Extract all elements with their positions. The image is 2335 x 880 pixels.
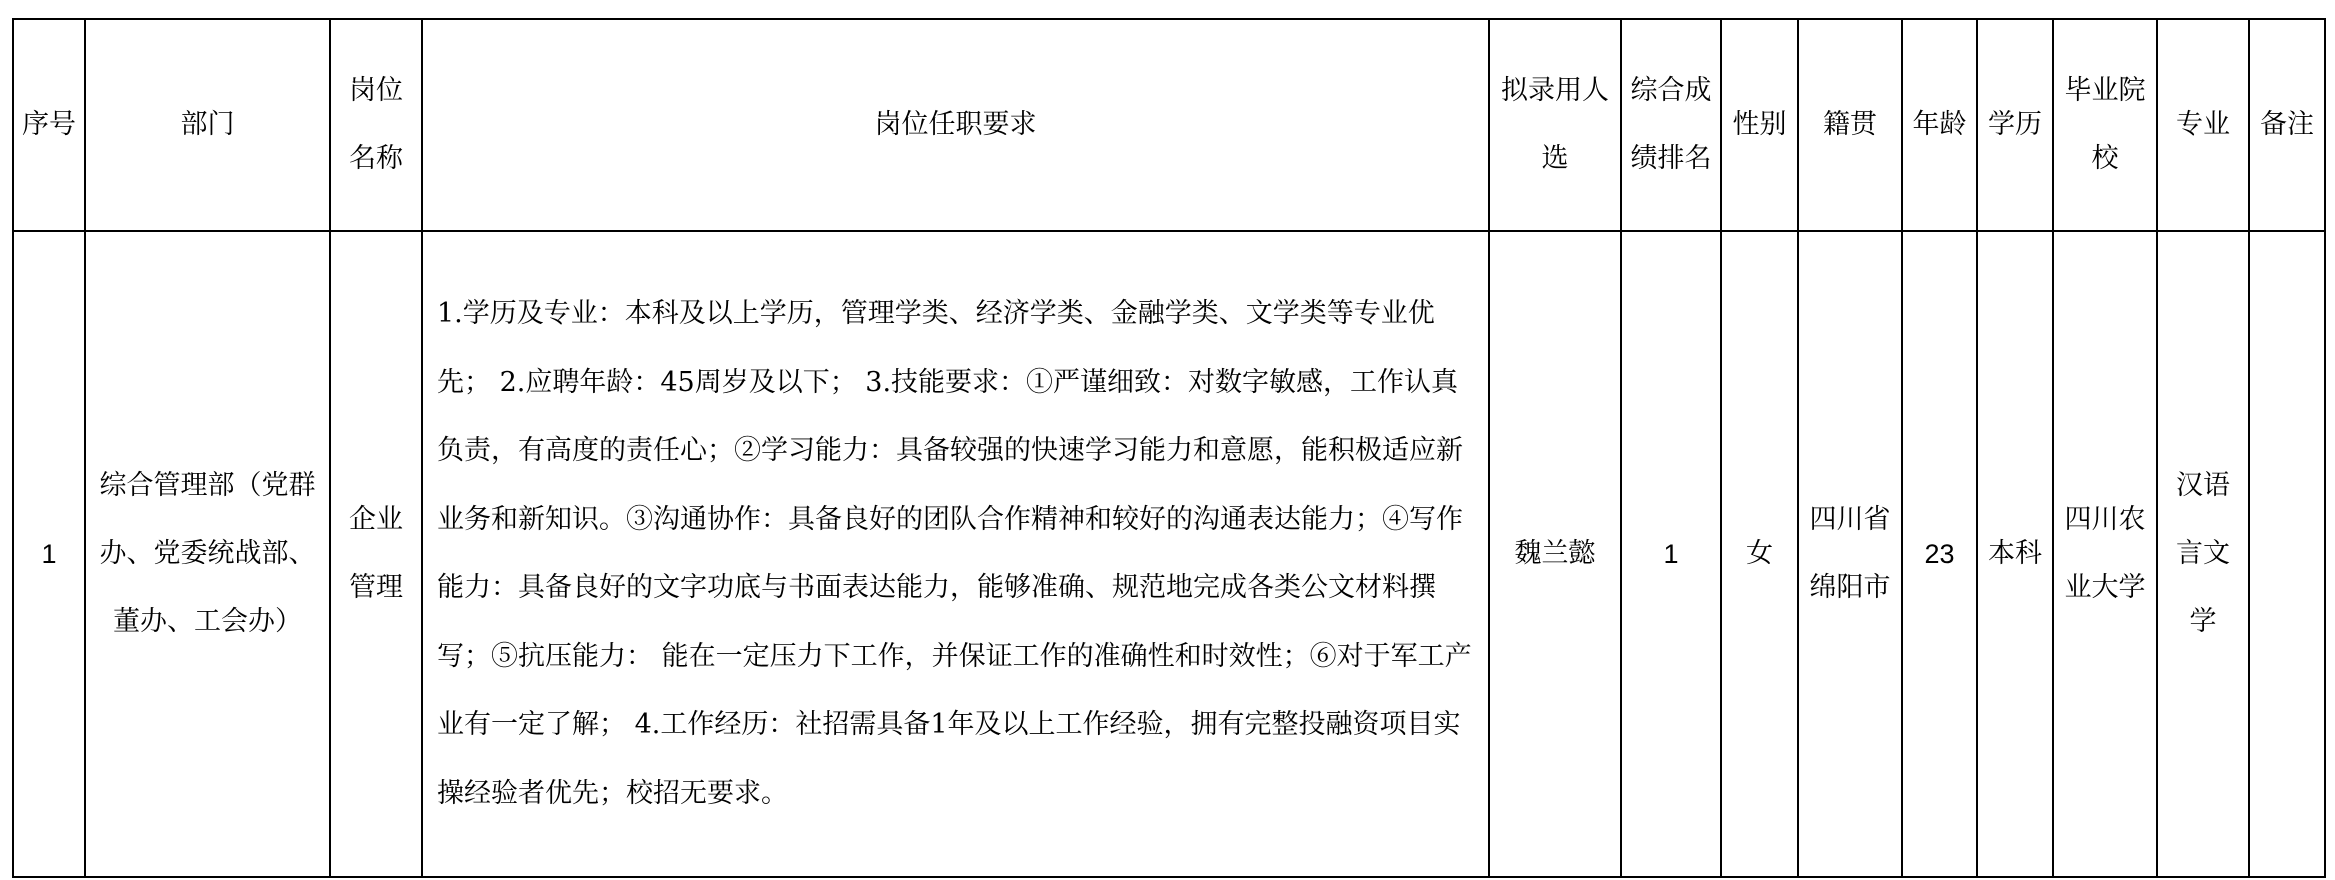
header-education: 学历 — [1977, 19, 2053, 231]
header-seq: 序号 — [13, 19, 85, 231]
cell-age: 23 — [1902, 231, 1977, 877]
cell-rank: 1 — [1621, 231, 1721, 877]
header-candidate: 拟录用人选 — [1489, 19, 1621, 231]
header-position: 岗位名称 — [330, 19, 422, 231]
header-origin: 籍贯 — [1798, 19, 1902, 231]
header-age: 年龄 — [1902, 19, 1977, 231]
cell-requirements: 1.学历及专业：本科及以上学历，管理学类、经济学类、金融学类、文学类等专业优先； 2.应聘年龄：45周岁及以下； 3.技能要求：①严谨细致：对数字敏感，工作认真负责，有高度的责任心；②学习能力：具备较强的快速学习能力和意愿，能积极适应新业务和新知识。③沟通协作：具备良好的团队合作精神和较好的沟通表达能力；④写作能力：具备良好的文字功底与书面表达能力，能够准确、规范地完成各类公文材料撰写；⑤抗压能力： 能在一定压力下工作，并保证工作的准确性和时效性；⑥对于军工产业有一定了解； 4.工作经历：社招需具备1年及以上工作经验，拥有完整投融资项目实操经验者优先；校招无要求。 — [422, 231, 1489, 877]
cell-candidate: 魏兰懿 — [1489, 231, 1621, 877]
header-remark: 备注 — [2249, 19, 2325, 231]
cell-gender: 女 — [1721, 231, 1798, 877]
cell-school: 四川农业大学 — [2053, 231, 2157, 877]
table-row — [13, 231, 2325, 877]
cell-remark — [2249, 231, 2325, 877]
cell-education: 本科 — [1977, 231, 2053, 877]
cell-position: 企业管理 — [330, 231, 422, 877]
recruitment-table — [12, 18, 2326, 878]
cell-major: 汉语言文学 — [2157, 231, 2249, 877]
header-major: 专业 — [2157, 19, 2249, 231]
header-rank: 综合成绩排名 — [1621, 19, 1721, 231]
cell-seq: 1 — [13, 231, 85, 877]
header-gender: 性别 — [1721, 19, 1798, 231]
cell-origin: 四川省绵阳市 — [1798, 231, 1902, 877]
header-row — [13, 19, 2325, 231]
header-requirements: 岗位任职要求 — [422, 19, 1489, 231]
header-school: 毕业院校 — [2053, 19, 2157, 231]
cell-dept: 综合管理部（党群办、党委统战部、董办、工会办） — [85, 231, 330, 877]
header-dept: 部门 — [85, 19, 330, 231]
